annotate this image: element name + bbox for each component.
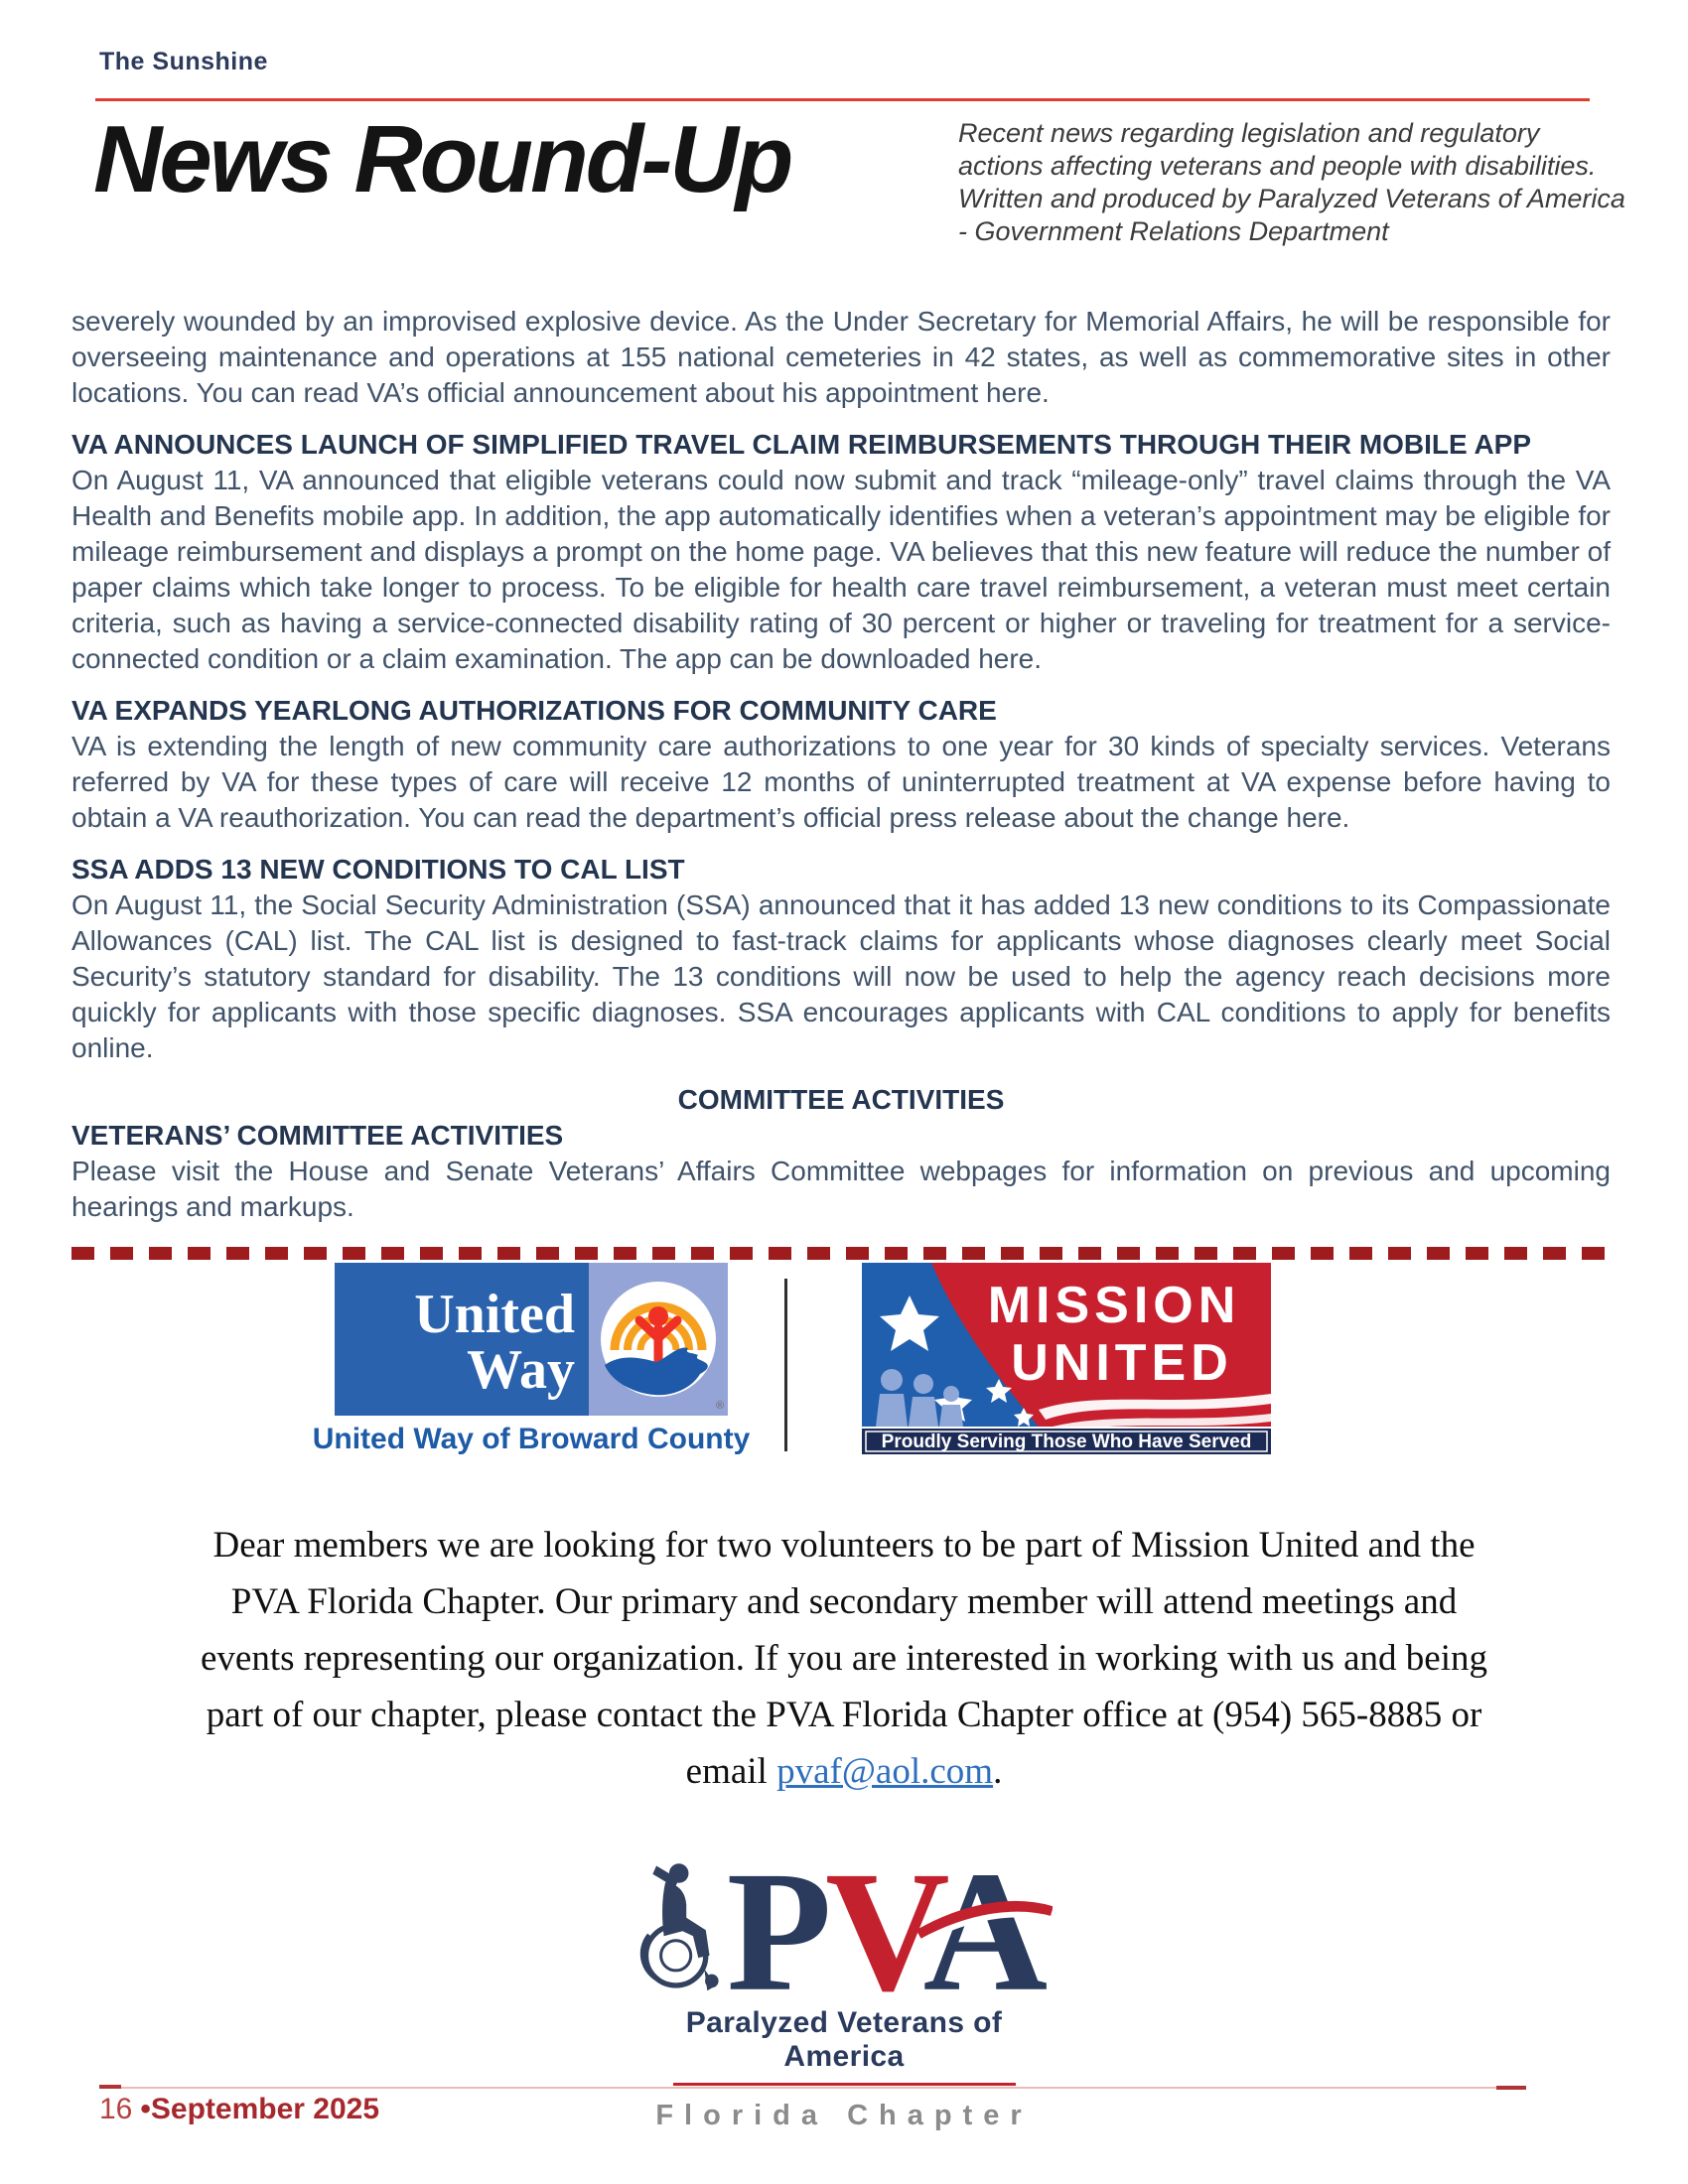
footer-rule-accent-right bbox=[1496, 2086, 1526, 2090]
united-way-logo bbox=[335, 1263, 728, 1421]
email-link[interactable]: pvaf@aol.com bbox=[776, 1751, 994, 1792]
volunteer-text-after: . bbox=[993, 1751, 1003, 1792]
footer-rule bbox=[99, 2087, 1526, 2089]
pva-name: Paralyzed Veterans of America bbox=[685, 2006, 1003, 2073]
article-body bbox=[71, 304, 1611, 1225]
pva-logo bbox=[635, 1850, 1053, 2132]
dashed-separator bbox=[71, 1247, 1611, 1260]
newsletter-name: The Sunshine bbox=[99, 48, 268, 75]
mission-united-logo-graphic bbox=[862, 1263, 1271, 1454]
wheelchair-veteran-icon bbox=[642, 1863, 719, 1990]
top-rule bbox=[95, 98, 1590, 101]
footer-page-number: 16 bbox=[99, 2093, 133, 2125]
committee-paragraph: Please visit the House and Senate Veterans’ Affairs Committee webpages for information on previous and upcoming hearings and markups. bbox=[71, 1156, 1611, 1222]
page-title: News Round-Up bbox=[93, 106, 791, 212]
logo-divider bbox=[784, 1279, 787, 1451]
pva-logo-graphic bbox=[635, 1850, 1053, 1999]
united-way-caption: United Way of Broward County bbox=[312, 1423, 751, 1455]
mission-united-word2: UNITED bbox=[1011, 1334, 1233, 1392]
pva-letter-p: P bbox=[726, 1850, 832, 1999]
volunteer-text-before: Dear members we are looking for two volunteers to be part of Mission United and the PVA Florida Chapter. Our primary and secondary member will attend meetings and events representing our organization. If you are interested in working with us and being part of our chapter, please contact the PVA Florida Chapter office at (954) 565-8885 or email bbox=[200, 1525, 1487, 1792]
article-heading-travel-claims: VA ANNOUNCES LAUNCH OF SIMPLIFIED TRAVEL CLAIM REIMBURSEMENTS THROUGH THEIR MOBILE APP bbox=[71, 429, 1532, 460]
intro-paragraph: severely wounded by an improvised explosive device. As the Under Secretary for Memorial Affairs, he will be responsible for overseeing maintenance and operations at 155 national cemeteries in 42 states, as well as commemorative sites in other locations. You can read VA’s official announcement about his appointment here. bbox=[71, 306, 1611, 408]
tagline-line-1: Recent news regarding legislation and regulatory actions affecting veterans and people with disabilities. bbox=[958, 118, 1597, 181]
pva-letter-v: V bbox=[825, 1850, 950, 1999]
united-way-logo-graphic bbox=[335, 1263, 728, 1416]
article-heading-ssa-cal: SSA ADDS 13 NEW CONDITIONS TO CAL LIST bbox=[71, 854, 685, 885]
mission-united-word1: MISSION bbox=[987, 1277, 1241, 1334]
footer-issue: •September 2025 bbox=[140, 2093, 380, 2125]
pva-chapter: Florida Chapter bbox=[655, 2100, 1033, 2131]
footer-rule-accent-left bbox=[99, 2085, 121, 2089]
mission-united-logo bbox=[862, 1263, 1271, 1459]
footer bbox=[99, 2093, 379, 2126]
united-way-word1: United bbox=[414, 1284, 575, 1345]
pva-letter-a: A bbox=[922, 1850, 1049, 1999]
united-way-registered-mark: ® bbox=[716, 1400, 725, 1412]
united-way-word2: Way bbox=[467, 1339, 575, 1401]
tagline-line-2: Written and produced by Paralyzed Veterans of America - Government Relations Department bbox=[958, 184, 1625, 246]
veterans-committee-heading: VETERANS’ COMMITTEE ACTIVITIES bbox=[71, 1120, 564, 1151]
article-heading-community-care: VA EXPANDS YEARLONG AUTHORIZATIONS FOR COMMUNITY CARE bbox=[71, 695, 997, 726]
section-tagline bbox=[958, 117, 1628, 248]
article-paragraph-travel-claims: On August 11, VA announced that eligible veterans could now submit and track “mileage-only” travel claims through the VA Health and Benefits mobile app. In addition, the app automatically identifies when a veteran’s appointment may be eligible for mileage reimbursement and displays a prompt on the home page. VA believes that this new feature will reduce the number of paper claims which take longer to process. To be eligible for health care travel reimbursement, a veteran must meet certain criteria, such as having a service-connected disability rating of 30 percent or higher or traveling for treatment for a service-connected condition or a claim examination. The app can be downloaded here. bbox=[71, 465, 1611, 674]
article-paragraph-ssa-cal: On August 11, the Social Security Administration (SSA) announced that it has added 13 new conditions to its Compassionate Allowances (CAL) list. The CAL list is designed to fast-track claims for applicants whose diagnoses clearly meet Social Security’s statutory standard for disability. The 13 conditions will now be used to help the agency reach decisions more quickly for applicants with those specific diagnoses. SSA encourages applicants with CAL conditions to apply for benefits online. bbox=[71, 889, 1611, 1063]
article-paragraph-community-care: VA is extending the length of new community care authorizations to one year for 30 kinds of specialty services. Veterans referred by VA for these types of care will receive 12 months of uninterrupted treatment at VA expense before having to obtain a VA reauthorization. You can read the department’s official press release about the change here. bbox=[71, 731, 1611, 833]
committee-activities-heading: COMMITTEE ACTIVITIES bbox=[677, 1084, 1005, 1115]
pva-rule bbox=[673, 2083, 1016, 2086]
volunteer-notice bbox=[184, 1517, 1504, 1800]
mission-united-tagline: Proudly Serving Those Who Have Served bbox=[881, 1432, 1252, 1452]
